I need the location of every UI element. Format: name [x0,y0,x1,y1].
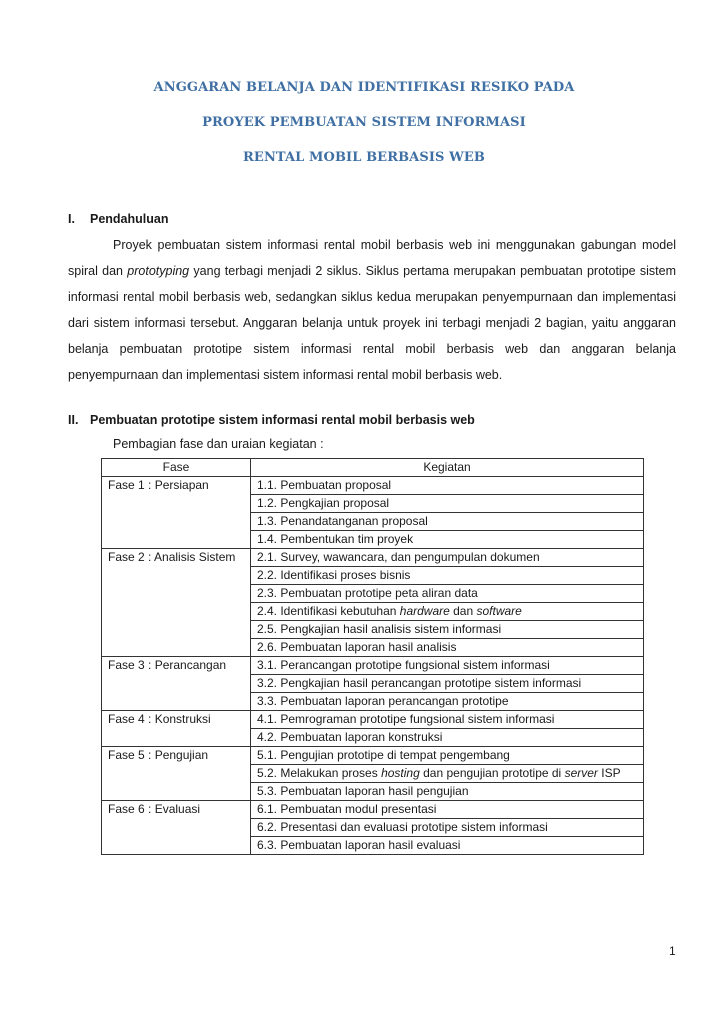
section-1-paragraph [68,232,676,388]
phase-name: Fase 1 : Persiapan [102,477,251,549]
table-row [102,747,644,765]
activity-item: 2.4. Identifikasi kebutuhan hardware dan software [251,603,644,621]
activity-item: 2.3. Pembuatan prototipe peta aliran data [251,585,644,603]
activity-item: 6.3. Pembuatan laporan hasil evaluasi [251,837,644,855]
phase-name: Fase 3 : Perancangan [102,657,251,711]
paragraph-line: penyempurnaan dan implementasi sistem informasi rental mobil berbasis web. [68,368,503,382]
phase-name: Fase 4 : Konstruksi [102,711,251,747]
section-2-intro: Pembagian fase dan uraian kegiatan : [113,437,324,451]
activity-item: 1.3. Penandatanganan proposal [251,513,644,531]
activity-item: 4.1. Pemrograman prototipe fungsional sistem informasi [251,711,644,729]
activity-item: 2.5. Pengkajian hasil analisis sistem informasi [251,621,644,639]
activity-item: 5.2. Melakukan proses hosting dan pengujian prototipe di server ISP [251,765,644,783]
activity-item: 2.6. Pembuatan laporan hasil analisis [251,639,644,657]
paragraph-line: spiral dan prototyping yang terbagi menjadi 2 siklus. Siklus pertama merupakan pembuatan prototipe sistem [68,264,676,278]
activity-item: 2.2. Identifikasi proses bisnis [251,567,644,585]
activity-item: 3.1. Perancangan prototipe fungsional sistem informasi [251,657,644,675]
activity-item: 6.1. Pembuatan modul presentasi [251,801,644,819]
activity-item: 5.1. Pengujian prototipe di tempat pengembang [251,747,644,765]
section-1-number: I. [68,212,75,226]
phase-name: Fase 6 : Evaluasi [102,801,251,855]
document-title-line-1: ANGGARAN BELANJA DAN IDENTIFIKASI RESIKO PADA [153,80,575,95]
activity-item: 4.2. Pembuatan laporan konstruksi [251,729,644,747]
activity-item: 1.2. Pengkajian proposal [251,495,644,513]
paragraph-line: informasi rental mobil berbasis web, sedangkan siklus kedua merupakan penyempurnaan dan implementasi [68,290,676,304]
paragraph-line: belanja pembuatan prototipe sistem informasi rental mobil berbasis web dan anggaran belanja [68,342,676,356]
section-2-number: II. [68,413,79,427]
table-row [102,711,644,729]
section-2-heading [68,413,475,427]
header-phase: Fase [102,459,251,477]
phase-name: Fase 5 : Pengujian [102,747,251,801]
phase-name: Fase 2 : Analisis Sistem [102,549,251,657]
page-number: 1 [669,944,676,958]
table-row [102,549,644,567]
table-header-row [102,459,644,477]
paragraph-line: dari sistem informasi tersebut. Anggaran belanja untuk proyek ini terbagi menjadi 2 bagian, yaitu anggaran [68,316,676,330]
activity-item: 1.1. Pembuatan proposal [251,477,644,495]
activity-item: 3.3. Pembuatan laporan perancangan prototipe [251,693,644,711]
document-title-line-2: PROYEK PEMBUATAN SISTEM INFORMASI [202,115,526,130]
section-1-heading [68,212,168,226]
activity-item: 3.2. Pengkajian hasil perancangan prototipe sistem informasi [251,675,644,693]
section-1-title: Pendahuluan [90,212,169,226]
section-2-title: Pembuatan prototipe sistem informasi rental mobil berbasis web [90,413,475,427]
activity-item: 2.1. Survey, wawancara, dan pengumpulan dokumen [251,549,644,567]
table-row [102,657,644,675]
header-activity: Kegiatan [251,459,644,477]
activity-item: 1.4. Pembentukan tim proyek [251,531,644,549]
activity-item: 5.3. Pembuatan laporan hasil pengujian [251,783,644,801]
table-row [102,801,644,819]
phase-activity-table [101,458,644,855]
document-title-line-3: RENTAL MOBIL BERBASIS WEB [243,150,485,165]
paragraph-line: Proyek pembuatan sistem informasi rental mobil berbasis web ini menggunakan gabungan model [113,238,676,252]
activity-item: 6.2. Presentasi dan evaluasi prototipe sistem informasi [251,819,644,837]
table-row [102,477,644,495]
